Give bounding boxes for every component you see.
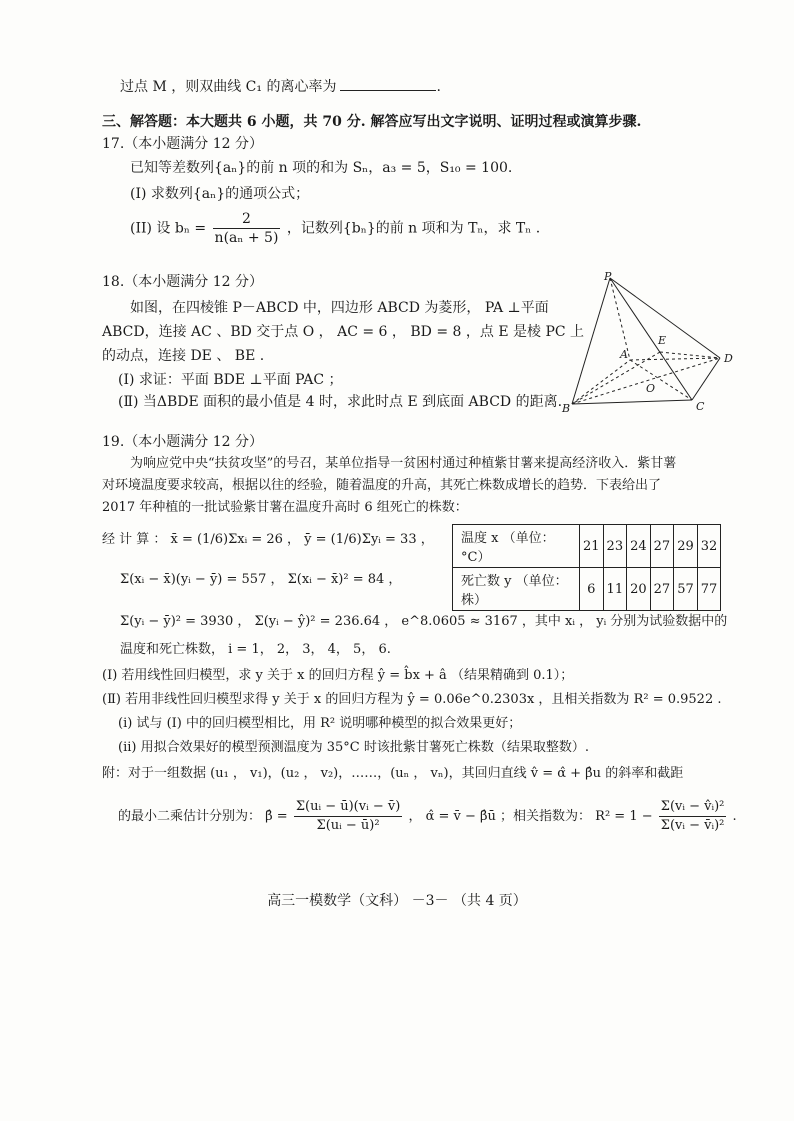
appendix-end: . — [732, 809, 737, 824]
q18-part1: (Ⅰ) 求证：平面 BDE ⊥平面 PAC ； — [118, 372, 343, 388]
q17-part2-pre: (II) 设 bₙ = — [130, 220, 207, 237]
table-row-label: 死亡数 y （单位：株） — [453, 568, 580, 611]
table-cell: 20 — [627, 568, 651, 611]
table-cell: 11 — [603, 568, 627, 611]
q17-part2 — [130, 210, 540, 247]
beta-den: Σ(uᵢ − ū)² — [316, 818, 380, 833]
beta-num: Σ(uᵢ − ū)(vᵢ − v̄) — [294, 798, 402, 817]
q19-appendix2 — [118, 798, 737, 835]
label-E: E — [658, 334, 667, 347]
table-cell: 57 — [674, 568, 698, 611]
label-D: D — [724, 352, 733, 365]
q19-calc4: 温度和死亡株数， i = 1， 2， 3， 4， 5， 6. — [120, 642, 391, 657]
q19-para2: 对环境温度要求较高，根据以往的经验，随着温度的升高，其死亡株数成增长的趋势．下表给出了 — [102, 478, 662, 493]
table-cell: 32 — [697, 525, 721, 568]
q19-calc3: Σ(yᵢ − ȳ)² = 3930 ， Σ(yᵢ − ŷ)² = 236.64 ， e^8.0605 ≈ 3167 ，其中 xᵢ ， yᵢ 分别为试验数据中的 — [120, 614, 728, 629]
label-B: B — [562, 402, 571, 414]
table-cell: 27 — [650, 525, 674, 568]
q18-header: 18.（本小题满分 12 分） — [102, 274, 263, 290]
label-C: C — [696, 400, 705, 413]
table-cell: 27 — [650, 568, 674, 611]
q19-calc1: 经 计 算 ： x̄ = (1/6)Σxᵢ = 26 ， ȳ = (1/6)Σyᵢ = 33 ， — [102, 532, 434, 547]
r2-fraction — [659, 798, 727, 835]
page-footer: 高三一模数学（文科） －3－ （共 4 页） — [267, 893, 527, 909]
section-3-title: 三、解答题：本大题共 6 小题，共 70 分. 解答应写出文字说明、证明过程或演算步骤. — [102, 114, 642, 130]
label-P: P — [604, 272, 612, 283]
table-row-label: 温度 x （单位： °C） — [453, 525, 580, 568]
table-cell: 21 — [580, 525, 604, 568]
pyramid-figure — [560, 272, 740, 414]
q17-part1: (I) 求数列{aₙ}的通项公式； — [130, 186, 310, 202]
q17-frac-den: n(aₙ + 5) — [214, 230, 279, 246]
q16-text: 过点 M ，则双曲线 C₁ 的离心率为 — [120, 79, 337, 95]
q19-part2i: (i) 试与 (Ⅰ) 中的回归模型相比，用 R² 说明哪种模型的拟合效果更好； — [118, 716, 522, 731]
table-row-temperature — [453, 525, 721, 568]
appendix-pre: 的最小二乘估计分别为： β̂ = — [118, 809, 288, 824]
q17-header: 17.（本小题满分 12 分） — [102, 136, 263, 152]
beta-fraction — [294, 798, 402, 835]
q19-para3: 2017 年种植的一批试验紫甘薯在温度升高时 6 组死亡的株数： — [102, 500, 468, 515]
table-cell: 6 — [580, 568, 604, 611]
q19-part2ii: (ii) 用拟合效果好的模型预测温度为 35°C 时该批紫甘薯死亡株数（结果取整数）. — [118, 740, 589, 755]
q17-part2-post: ，记数列{bₙ}的前 n 项和为 Tₙ，求 Tₙ . — [286, 220, 541, 237]
appendix-mid: ， α̂ = v̄ − β̂ū ；相关指数为： R² = 1 − — [408, 809, 653, 824]
r2-den: Σ(vᵢ − v̄ᵢ)² — [660, 818, 725, 833]
table-cell: 23 — [603, 525, 627, 568]
table-cell: 24 — [627, 525, 651, 568]
q18-part2: (Ⅱ) 当ΔBDE 面积的最小值是 4 时，求此时点 E 到底面 ABCD 的距离. — [118, 394, 563, 410]
label-A: A — [620, 348, 628, 361]
q17-fraction — [213, 210, 281, 247]
q17-stem: 已知等差数列{aₙ}的前 n 项的和为 Sₙ，a₃ = 5，S₁₀ = 100. — [130, 160, 513, 176]
q17-frac-num: 2 — [213, 210, 281, 229]
q19-part1: (Ⅰ) 若用线性回归模型，求 y 关于 x 的回归方程 ŷ = b̂x + â （结果精确到 0.1）； — [102, 668, 574, 683]
data-table — [452, 524, 721, 611]
q18-line2: ABCD，连接 AC 、BD 交于点 O ， AC = 6 ， BD = 8 ，点 E 是棱 PC 上 — [102, 324, 585, 340]
q19-calc2: Σ(xᵢ − x̄)(yᵢ − ȳ) = 557 ， Σ(xᵢ − x̄)² = 84 ， — [120, 572, 402, 587]
table-row-deaths — [453, 568, 721, 611]
answer-blank — [340, 76, 436, 91]
q19-header: 19.（本小题满分 12 分） — [102, 434, 263, 450]
question-16-tail: 过点 M ，则双曲线 C₁ 的离心率为 . — [120, 76, 441, 97]
q19-part2: (Ⅱ) 若用非线性回归模型求得 y 关于 x 的回归方程为 ŷ = 0.06e^0.2303x ，且相关指数为 R² = 0.9522 . — [102, 692, 722, 707]
q18-line3: 的动点，连接 DE 、 BE . — [102, 348, 265, 364]
q18-line1: 如图，在四棱锥 P－ABCD 中，四边形 ABCD 为菱形， PA ⊥平面 — [130, 300, 549, 316]
q19-para1: 为响应党中央“扶贫攻坚”的号召，某单位指导一贫困村通过种植紫甘薯来提高经济收入．紫甘薯 — [130, 456, 677, 471]
r2-num: Σ(vᵢ − v̂ᵢ)² — [659, 798, 727, 817]
table-cell: 29 — [674, 525, 698, 568]
label-O: O — [646, 382, 656, 395]
q19-appendix1: 附：对于一组数据 (u₁ ， v₁)，(u₂ ， v₂)，……，(uₙ ， vₙ)，其回归直线 v̂ = α̂ + β̂u 的斜率和截距 — [102, 766, 684, 781]
table-cell: 77 — [697, 568, 721, 611]
